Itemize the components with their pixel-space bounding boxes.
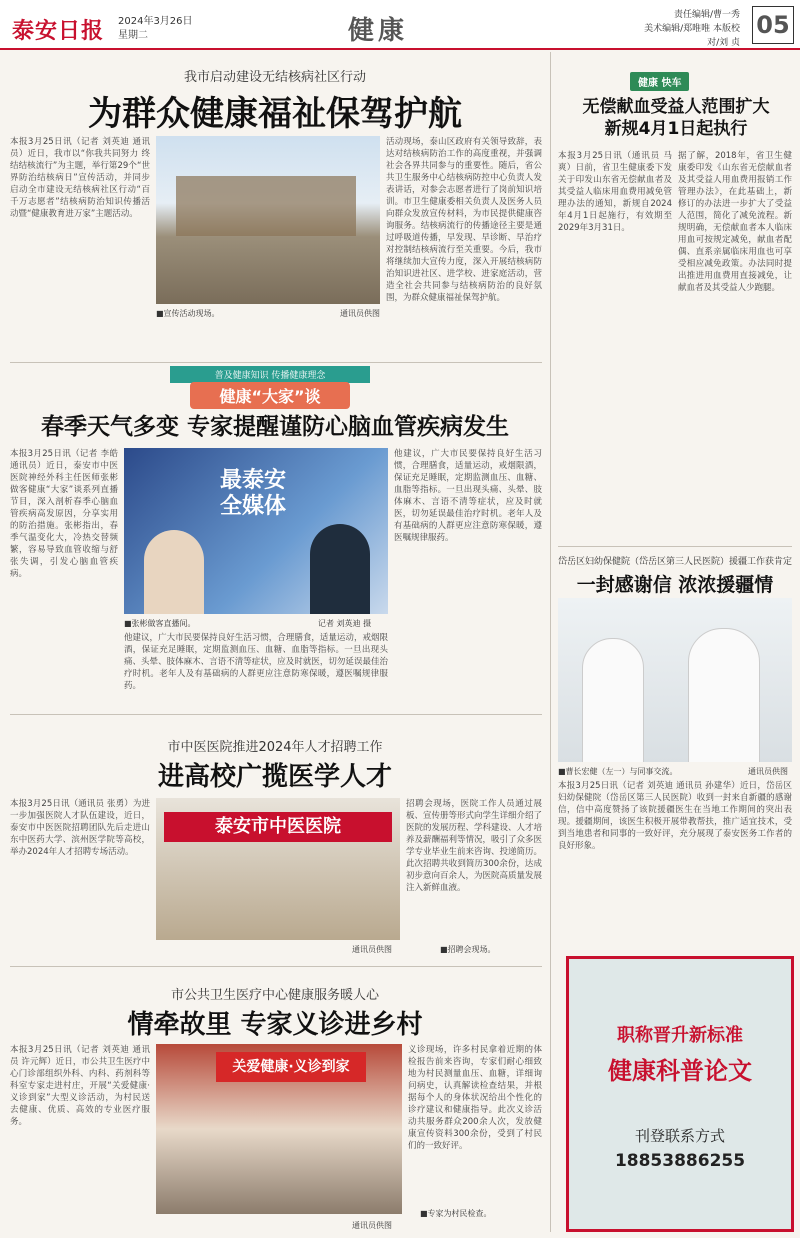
media-logo-text: 最泰安 全媒体	[220, 468, 287, 519]
section-rule	[10, 714, 542, 715]
ad-phone: 18853886255	[614, 1151, 746, 1171]
article3-body-cont: 招聘会现场，医院工作人员通过展板、宣传册等形式向学生详细介绍了医院的发展历程、学科建设、人才培养及薪酬福利等情况，吸引了众多医学专业毕业生前来咨询、投递简历。此次招聘共收到简历300余份，达成初步意向百余人，为医院高质量发展注入新鲜血液。	[406, 799, 542, 893]
issue-weekday: 星期二	[118, 30, 148, 41]
brief-tag: 健康 快车	[630, 72, 689, 91]
article6-photo-credit: 通讯员供图	[748, 767, 788, 776]
article5-body-cont: 据了解，2018年，省卫生健康委印发《山东省无偿献血者及其受益人用血费用报销工作管理办法》，在此基础上，新修订的办法进一步扩大了受益人范围，简化了减免流程。新规明确，无偿献血者本人临床用血可按规定减免，献血者配偶、直系亲属临床用血也可享受相应减免政策。办法同时提出推进用血费用直接减免，让献血者及其受益人少跑腿。	[678, 151, 792, 293]
event-banner: 关爱健康·义诊到家	[216, 1052, 366, 1082]
article3-title: 进高校广揽医学人才	[157, 762, 392, 792]
article5-body: 本报3月25日讯（通讯员 马爽）日前，省卫生健康委下发关于印发山东省无偿献血者及其受益人临床用血费用减免管理办法的通知，新规自2024年4月1日起施行，有效期至2029年3月31日。	[558, 151, 672, 233]
article2-photo-caption: ■张彬做客直播间。	[124, 619, 196, 628]
article1-body	[10, 136, 150, 332]
article3-photo-credit: 通讯员供图	[352, 945, 392, 954]
advertisement	[566, 956, 794, 1232]
article1-kicker: 我市启动建设无结核病社区行动	[183, 70, 366, 85]
article2-title: 春季天气多变 专家提醒谨防心脑血管疾病发生	[40, 414, 509, 440]
ad-line1: 职称晋升新标准	[617, 1025, 743, 1046]
column-divider	[550, 52, 551, 1232]
article6-kicker: 岱岳区妇幼保健院（岱岳区第三人民医院）援疆工作获肯定	[558, 557, 793, 567]
article4-photo-credit: 通讯员供图	[352, 1221, 392, 1230]
section-rule	[10, 362, 542, 363]
article1-photo-credit: 通讯员供图	[340, 309, 380, 318]
article4-photo-caption: ■专家为村民检查。	[420, 1209, 492, 1218]
article4-body-cont: 义诊现场，许多村民拿着近期的体检报告前来咨询，专家们耐心细致地为村民测量血压、血糖，详细询问病史，认真解读检查结果，并根据每个人的身体状况给出个性化的诊疗建议和健康指导。此次义诊活动共服务群众200余人次，发放健康宣传资料300余份，受到了村民们的一致好评。	[408, 1045, 542, 1151]
section-title: 健康	[348, 16, 409, 46]
credit-line: 美术编辑/郑唯唯 本版校对/刘 贞	[644, 24, 740, 48]
hospital-sign: 泰安市中医医院	[164, 812, 392, 842]
article2-photo	[124, 448, 388, 614]
ad-line2: 健康科普论文	[608, 1057, 752, 1085]
article1-lead: 本报3月25日讯（记者 刘英迪 通讯员）近日，我市以“你我共同努力 终结结核流行”为主题，举行第29个“世界防治结核病日”宣传活动，并同步启动全市建设无结核病社区行动“百千万志愿者”结核病防治知识传播活动暨“健康教育进万家”主题活动。	[10, 137, 150, 219]
article4-kicker: 市公共卫生医疗中心健康服务暖人心	[170, 988, 379, 1003]
article2-body: 本报3月25日讯（记者 李皓 通讯员）近日，泰安市中医医院神经外科主任医师张彬做客健康“大家”谈系列直播节目，深入剖析春季心脑血管疾病高发原因，分享实用的防治措施。张彬指出，春季气温变化大，冷热交替频繁，容易导致血管收缩与舒张失调，引发心脑血管疾病。	[10, 449, 118, 579]
page-number: 05	[752, 6, 794, 44]
article4-body: 本报3月25日讯（记者 刘英迪 通讯员 许元辉）近日，市公共卫生医疗中心门诊部组织外科、内科、药剂科等科室专家走进村庄，开展“关爱健康·义诊到家”大型义诊活动，为村民送去健康、优质、高效的专业医疗服务。	[10, 1045, 150, 1127]
guest-figure	[310, 524, 370, 614]
article3-photo	[156, 798, 400, 940]
credit-line: 责任编辑/曹一秀	[673, 10, 740, 20]
building-shape	[176, 176, 356, 236]
section-rule	[10, 966, 542, 967]
article1-body-cont: 活动现场，泰山区政府有关领导致辞，表达对结核病防治工作的高度重视，并强调社会各界共同参与的重要性。随后，省公共卫生服务中心结核病防控中心负责人发表讲话，对参会志愿者进行了岗前知识培训。市卫生健康委相关负责人及医务人员向群众发放宣传材料，为市民提供健康咨询服务。结核病流行的传播途径主要是通过呼吸道传播，早发现、早诊断、早治疗对控制结核病流行至关重要。今后，我市将继续加大宣传力度，深入开展结核病防治知识进社区、进学校、进家庭活动，营造全社会共同参与结核病防治的良好氛围，为群众健康福祉保驾护航。	[386, 137, 542, 303]
article4-title: 情牵故里 专家义诊进乡村	[127, 1010, 423, 1040]
article6-body: 本报3月25日讯（记者 刘英迪 通讯员 孙建华）近日，岱岳区妇幼保健院（岱岳区第三人民医院）收到一封来自新疆的感谢信，信中高度赞扬了该院援疆医生在当地工作期间的突出表现。援疆期间，该医生积极开展带教帮扶，推广适宜技术，受到当地患者和同事的一致好评，充分展现了泰安医务工作者的良好形象。	[558, 781, 792, 851]
masthead-logo: 泰安日报	[12, 18, 105, 44]
doctor-figure	[688, 628, 760, 762]
editor-credits	[640, 8, 740, 50]
article4-photo	[156, 1044, 402, 1214]
article3-photo-caption: ■招聘会现场。	[440, 945, 496, 954]
article3-kicker: 市中医医院推进2024年人才招聘工作	[167, 740, 383, 755]
article6-photo	[558, 598, 792, 762]
article2-body-cont: 他建议，广大市民要保持良好生活习惯，合理膳食，适量运动，戒烟限酒，保证充足睡眠，定期监测血压、血糖、血脂等指标。一旦出现头痛、头晕、肢体麻木、言语不清等症状，应及时就医，切勿延误最佳治疗时机。老年人及有基础病的人群更应注意防寒保暖，遵医嘱规律服药。	[124, 633, 388, 691]
article1-title: 为群众健康福祉保驾护航	[88, 94, 462, 134]
article1-photo-caption: ■宣传活动现场。	[156, 309, 220, 318]
article2-body-side: 他建议，广大市民要保持良好生活习惯，合理膳食，适量运动，戒烟限酒，保证充足睡眠，定期监测血压、血糖、血脂等指标。一旦出现头痛、头晕、肢体麻木、言语不清等症状，应及时就医，切勿延误最佳治疗时机。老年人及有基础病的人群更应注意防寒保暖，遵医嘱规律服药。	[394, 449, 542, 543]
ad-line3: 刊登联系方式	[634, 1127, 725, 1145]
article3-body: 本报3月25日讯（通讯员 张勇）为进一步加强医院人才队伍建设，近日，泰安市中医医院招聘团队先后走进山东中医药大学、滨州医学院等高校，举办2024年人才招聘专场活动。	[10, 799, 150, 857]
article6-photo-caption: ■曹长宏健（左一）与同事交流。	[558, 767, 678, 776]
host-figure	[144, 530, 204, 614]
article5-title: 无偿献血受益人范围扩大 新规4月1日起执行	[582, 97, 770, 139]
issue-date: 2024年3月26日	[118, 16, 193, 27]
article6-title: 一封感谢信 浓浓援疆情	[576, 574, 774, 596]
doctor-figure	[582, 638, 644, 762]
column-brand-name: 健康“大家”谈	[190, 382, 350, 409]
column-tagline: 普及健康知识 传播健康理念	[170, 366, 370, 383]
article2-photo-credit: 记者 刘英迪 摄	[318, 619, 372, 628]
section-rule	[558, 546, 792, 547]
article1-photo	[156, 136, 380, 304]
